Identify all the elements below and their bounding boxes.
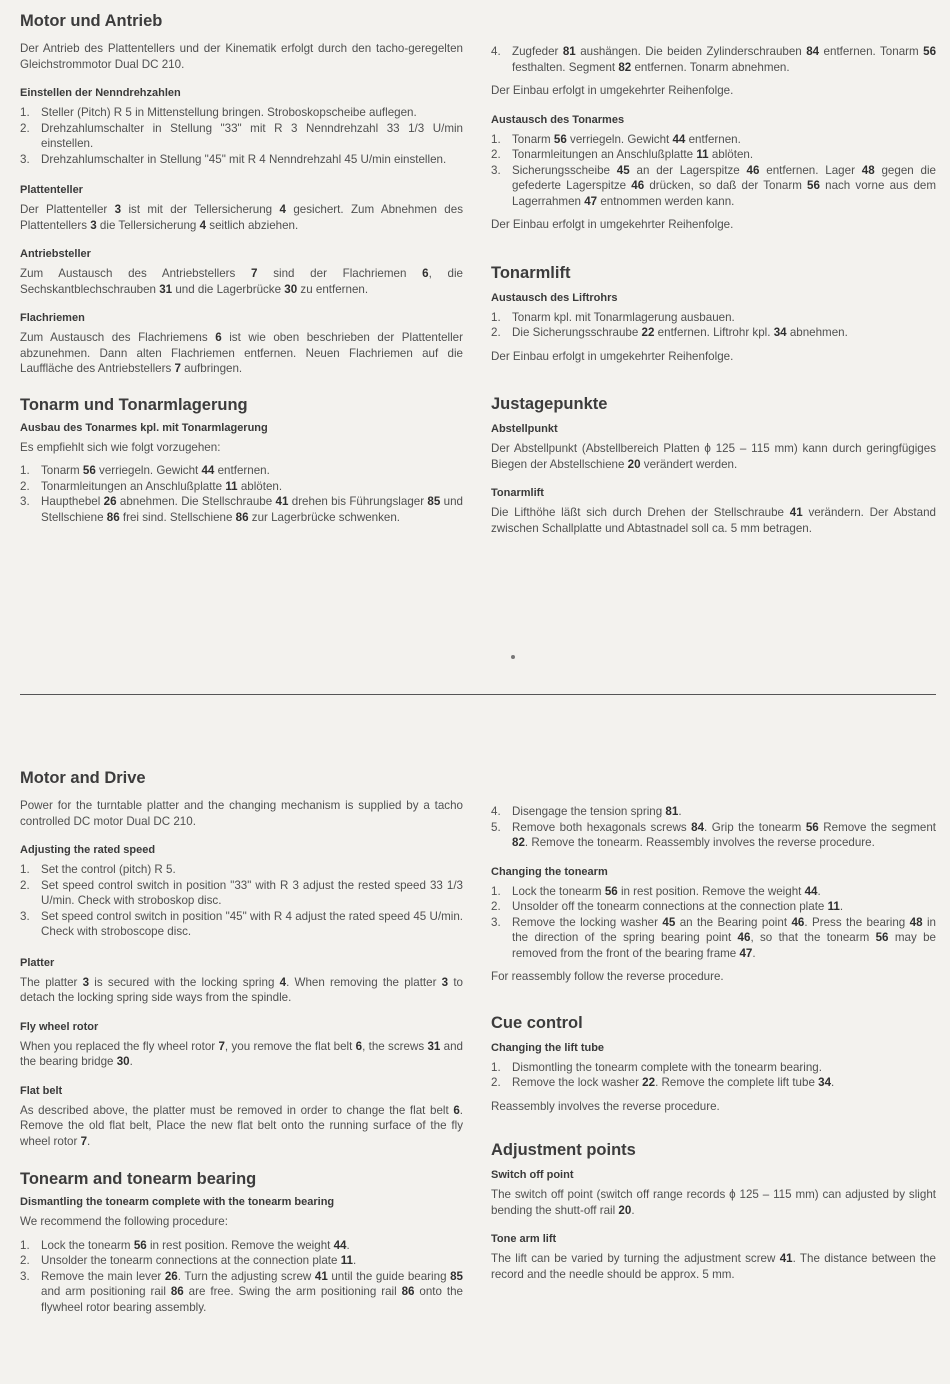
part-number: 11	[696, 148, 709, 161]
part-number: 7	[218, 1039, 225, 1053]
list-item-text: Remove both hexagonals screws 84. Grip the tonearm 56 Remove the segment 82. Remove the tonearm. Reassembly involves the reverse procedure.	[512, 820, 937, 849]
list-item-text: Haupthebel 26 abnehmen. Die Stellschraube 41 drehen bis Führungslager 85 und Stellschiene 86 frei sind. Stellschiene 86 zur Lagerbrücke schwenken.	[41, 495, 463, 524]
list-item-text: Tonarmleitungen an Anschlußplatte 11 ablöten.	[512, 148, 754, 161]
list-item-text: Lock the tonearm 56 in rest position. Remove the weight 44.	[41, 1238, 350, 1252]
de-lift-steps	[491, 310, 936, 341]
en-change-steps	[491, 884, 936, 962]
en-motor-title: Motor and Drive	[20, 769, 146, 787]
list-item-number: 2.	[20, 121, 30, 135]
list-item-number: 3.	[20, 909, 30, 923]
list-item	[491, 1075, 936, 1091]
list-item-text: Remove the main lever 26. Turn the adjusting screw 41 until the guide bearing 85 and arm positioning rail 86 are free. Swing the arm positioning rail 86 onto the flywheel rotor bearing assembly.	[41, 1269, 464, 1314]
list-item-text: Set speed control switch in position "33" with R 3 adjust the rested speed 33 1/3 U/min. Check with stroboskop disc.	[41, 878, 463, 907]
list-item-number: 1.	[20, 1238, 30, 1252]
de-tonearm-title: Tonarm und Tonarmlagerung	[20, 395, 248, 414]
part-number: 22	[642, 1076, 656, 1089]
de-adjust-lift-heading: Tonarmlift	[491, 487, 544, 499]
list-item-text: Tonarmleitungen an Anschlußplatte 11 ablöten.	[41, 479, 283, 493]
part-number: 3	[114, 203, 122, 216]
list-item	[20, 479, 463, 495]
part-number: 84	[806, 45, 820, 58]
part-number: 46	[631, 179, 645, 192]
en-belt-text: As described above, the platter must be removed in order to change the flat belt 6. Remove the old flat belt, Place the new flat belt onto the running surface of the fly wheel rotor 7.	[20, 1103, 463, 1148]
part-number: 86	[170, 1285, 184, 1298]
part-number: 30	[284, 282, 298, 296]
en-adjust-lift-text: The lift can be varied by turning the adjustment screw 41. The distance between the record and the needle should be approx. 5 mm.	[491, 1252, 936, 1281]
list-item-number: 2.	[20, 1254, 30, 1267]
list-item-number: 2.	[491, 1076, 501, 1089]
list-item	[491, 44, 936, 75]
print-speck	[511, 655, 515, 659]
part-number: 44	[333, 1238, 347, 1252]
part-number: 4	[279, 975, 287, 989]
part-number: 46	[791, 915, 805, 929]
list-item	[20, 1253, 463, 1269]
part-number: 3	[90, 218, 97, 232]
part-number: 45	[616, 163, 630, 177]
en-cue-heading: Changing the lift tube	[491, 1041, 605, 1054]
part-number: 26	[164, 1269, 178, 1283]
part-number: 34	[818, 1076, 832, 1089]
list-item	[20, 1238, 463, 1254]
part-number: 56	[133, 1238, 147, 1252]
part-number: 46	[746, 163, 760, 177]
part-number: 11	[827, 900, 840, 913]
part-number: 7	[174, 362, 181, 375]
de-speed-heading: Einstellen der Nenndrehzahlen	[20, 87, 181, 99]
part-number: 26	[103, 495, 117, 508]
en-change-heading: Changing the tonearm	[491, 865, 608, 878]
part-number: 86	[235, 510, 249, 524]
list-item	[491, 325, 936, 341]
de-platter-heading: Plattenteller	[20, 184, 83, 196]
de-tonearm-steps	[20, 463, 463, 525]
part-number: 56	[807, 179, 820, 192]
part-number: 31	[427, 1039, 441, 1053]
en-switch-heading: Switch off point	[491, 1169, 574, 1181]
de-lift-title: Tonarmlift	[491, 263, 571, 282]
part-number: 85	[450, 1269, 463, 1283]
part-number: 6	[215, 331, 222, 344]
en-rotor-heading: Fly wheel rotor	[20, 1020, 99, 1033]
part-number: 56	[604, 884, 618, 898]
list-item-number: 1.	[20, 863, 30, 876]
de-tonearm-reassembly: Der Einbau erfolgt in umgekehrter Reihenfolge.	[491, 84, 734, 97]
list-item-number: 2.	[20, 479, 30, 493]
de-drive-text: Zum Austausch des Antriebstellers 7 sind der Flachriemen 6, die Sechskantblechschrauben 31 und die Lagerbrücke 30 zu entfernen.	[20, 267, 463, 296]
part-number: 47	[739, 946, 753, 960]
en-cue-reassembly: Reassembly involves the reverse procedure.	[491, 1099, 720, 1113]
part-number: 56	[875, 931, 889, 944]
list-item-text: Zugfeder 81 aushängen. Die beiden Zylinderschrauben 84 entfernen. Tonarm 56 festhalten. Segment 82 entfernen. Tonarm abnehmen.	[512, 45, 937, 74]
list-item-number: 2.	[491, 900, 501, 913]
list-item-number: 2.	[491, 326, 501, 339]
list-item	[491, 884, 936, 900]
en-platter-text: The platter 3 is secured with the locking spring 4. When removing the platter 3 to detach the locking spring side ways from the spindle.	[20, 975, 463, 1004]
de-exchange-steps	[491, 132, 936, 210]
part-number: 84	[691, 820, 705, 834]
list-item-text: Lock the tonearm 56 in rest position. Remove the weight 44.	[512, 884, 821, 898]
en-belt-heading: Flat belt	[20, 1084, 63, 1097]
part-number: 4	[279, 203, 286, 216]
list-item-text: Die Sicherungsschraube 22 entfernen. Liftrohr kpl. 34 abnehmen.	[512, 326, 848, 339]
part-number: 11	[225, 479, 238, 493]
part-number: 48	[861, 163, 875, 177]
list-item-number: 1.	[491, 132, 501, 146]
list-item-number: 1.	[20, 464, 30, 477]
part-number: 44	[672, 132, 686, 146]
de-right-column	[491, 44, 936, 544]
en-tonearm-title: Tonearm and tonearm bearing	[20, 1170, 257, 1188]
list-item-text: Unsolder the tonearm connections at the connection plate 11.	[41, 1254, 357, 1267]
list-item	[20, 878, 463, 909]
list-item	[491, 147, 936, 163]
en-change-reassembly: For reassembly follow the reverse procedure.	[491, 970, 724, 983]
de-tonearm-subheading: Ausbau des Tonarmes kpl. mit Tonarmlagerung	[20, 421, 268, 434]
de-switch-text: Der Abstellpunkt (Abstellbereich Platten ϕ 125 – 115 mm) kann durch geringfügiges Biegen der Abstellschiene 20 verändert werden.	[491, 442, 936, 471]
list-item-number: 1.	[491, 1060, 501, 1074]
de-adjust-lift-text: Die Lifthöhe läßt sich durch Drehen der Stellschraube 41 verändern. Der Abstand zwischen Schallplatte und Abtastnadel soll ca. 5 mm betragen.	[491, 506, 936, 535]
list-item	[20, 152, 463, 168]
list-item	[491, 804, 936, 820]
en-right-column	[491, 804, 936, 1290]
section-divider	[20, 694, 936, 695]
part-number: 20	[627, 457, 641, 471]
part-number: 82	[618, 60, 632, 74]
de-exchange-heading: Austausch des Tonarmes	[491, 113, 625, 126]
de-belt-heading: Flachriemen	[20, 312, 85, 324]
list-item	[491, 899, 936, 915]
list-item	[20, 463, 463, 479]
de-motor-intro: Der Antrieb des Plattentellers und der Kinematik erfolgt durch den tacho-geregelten Gleichstrommotor Dual DC 210.	[20, 42, 463, 71]
list-item	[20, 862, 463, 878]
list-item-number: 3.	[20, 495, 30, 508]
en-platter-heading: Platter	[20, 956, 55, 969]
de-adjust-title: Justagepunkte	[491, 395, 608, 413]
list-item-number: 1.	[491, 884, 501, 898]
de-platter-text: Der Plattenteller 3 ist mit der Tellersicherung 4 gesichert. Zum Abnehmen des Plattentellers 3 die Tellersicherung 4 seitlich abziehen.	[20, 203, 463, 232]
list-item-number: 1.	[20, 106, 30, 119]
part-number: 20	[618, 1203, 632, 1217]
list-item-number: 4.	[491, 805, 501, 818]
list-item-text: Set the control (pitch) R 5.	[41, 863, 176, 876]
part-number: 48	[909, 915, 923, 929]
part-number: 45	[662, 915, 676, 929]
list-item	[20, 1269, 463, 1316]
list-item-text: Tonarm kpl. mit Tonarmlagerung ausbauen.	[512, 310, 735, 324]
list-item-number: 5.	[491, 820, 501, 834]
list-item-text: Tonarm 56 verriegeln. Gewicht 44 entfernen.	[41, 464, 270, 477]
de-switch-heading: Abstellpunkt	[491, 423, 558, 435]
en-tonearm-intro: We recommend the following procedure:	[20, 1215, 228, 1228]
de-lift-reassembly: Der Einbau erfolgt in umgekehrter Reihenfolge.	[491, 349, 734, 363]
en-switch-text: The switch off point (switch off range records ϕ 125 – 115 mm) can adjusted by slight bending the shutt-off rail 20.	[491, 1188, 936, 1217]
list-item	[20, 121, 463, 152]
en-speed-heading: Adjusting the rated speed	[20, 844, 156, 856]
part-number: 56	[805, 820, 819, 834]
part-number: 6	[453, 1103, 460, 1117]
en-speed-steps	[20, 862, 463, 940]
list-item-text: Drehzahlumschalter in Stellung "45" mit R 4 Nenndrehzahl 45 U/min einstellen.	[41, 152, 447, 166]
en-cue-title: Cue control	[491, 1013, 583, 1032]
de-drive-heading: Antriebsteller	[20, 248, 91, 260]
list-item	[491, 310, 936, 326]
en-adjust-lift-heading: Tone arm lift	[491, 1233, 557, 1245]
de-motor-title: Motor und Antrieb	[20, 12, 163, 30]
part-number: 30	[116, 1055, 130, 1068]
en-tonearm-steps-cont	[491, 804, 936, 851]
part-number: 31	[159, 282, 173, 296]
en-left-column	[20, 768, 463, 1323]
en-tonearm-subheading: Dismantling the tonearm complete with the tonearm bearing	[20, 1196, 335, 1208]
part-number: 81	[665, 805, 679, 818]
en-rotor-text: When you replaced the fly wheel rotor 7, you remove the flat belt 6, the screws 31 and the bearing bridge 30.	[20, 1039, 463, 1068]
part-number: 47	[584, 194, 598, 208]
part-number: 6	[355, 1039, 363, 1053]
part-number: 44	[201, 464, 215, 477]
part-number: 46	[737, 931, 751, 944]
part-number: 7	[251, 267, 258, 280]
list-item	[20, 105, 463, 121]
list-item	[491, 915, 936, 962]
list-item-text: Remove the locking washer 45 an the Bearing point 46. Press the bearing 48 in the direction of the spring bearing point 46, so that the tonearm 56 may be removed from the front of the bearing frame 47.	[512, 915, 936, 960]
en-motor-intro: Power for the turntable platter and the changing mechanism is supplied by a tacho controlled DC motor Dual DC 210.	[20, 799, 463, 828]
list-item-text: Unsolder off the tonearm connections at the connection plate 11.	[512, 900, 844, 913]
part-number: 3	[82, 975, 90, 989]
list-item-number: 2.	[20, 878, 30, 892]
part-number: 41	[789, 506, 803, 519]
list-item	[491, 132, 936, 148]
list-item	[20, 494, 463, 525]
part-number: 4	[199, 218, 207, 232]
part-number: 81	[562, 45, 576, 58]
list-item-text: Disengage the tension spring 81.	[512, 805, 682, 818]
de-belt-text: Zum Austausch des Flachriemens 6 ist wie oben beschrieben der Plattenteller abzunehmen. Dann alten Flachriemen entfernen. Neuen Flachriemen auf die Lauffläche des Antriebstellers 7 aufbringen.	[20, 331, 463, 375]
part-number: 82	[512, 836, 525, 849]
part-number: 41	[275, 495, 289, 508]
part-number: 56	[82, 464, 96, 477]
list-item-text: Steller (Pitch) R 5 in Mittenstellung bringen. Stroboskopscheibe auflegen.	[41, 106, 417, 119]
part-number: 41	[314, 1269, 328, 1283]
part-number: 11	[340, 1254, 353, 1267]
list-item-text: Drehzahlumschalter in Stellung "33" mit R 3 Nenndrehzahl 33 1/3 U/min einstellen.	[41, 121, 463, 150]
de-speed-steps	[20, 105, 463, 167]
list-item-number: 1.	[491, 310, 501, 324]
part-number: 3	[441, 975, 449, 989]
part-number: 86	[401, 1285, 415, 1298]
de-exchange-reassembly: Der Einbau erfolgt in umgekehrter Reihenfolge.	[491, 218, 734, 231]
list-item	[491, 163, 936, 210]
list-item	[491, 1060, 936, 1076]
part-number: 41	[779, 1252, 793, 1265]
list-item-number: 4.	[491, 45, 501, 58]
part-number: 7	[80, 1134, 88, 1148]
list-item-text: Set speed control switch in position "45" with R 4 adjust the rated speed 45 U/min. Check with stroboscope disc.	[41, 909, 463, 938]
part-number: 22	[641, 326, 655, 339]
list-item-text: Remove the lock washer 22. Remove the complete lift tube 34.	[512, 1076, 835, 1089]
part-number: 86	[106, 510, 120, 524]
list-item-number: 3.	[491, 163, 501, 177]
list-item-text: Dismontling the tonearm complete with the tonearm bearing.	[512, 1060, 822, 1074]
list-item-number: 3.	[491, 915, 501, 929]
part-number: 6	[422, 267, 429, 280]
en-tonearm-steps	[20, 1238, 463, 1316]
part-number: 34	[773, 326, 787, 339]
list-item-number: 3.	[20, 1269, 30, 1283]
de-tonearm-intro: Es empfiehlt sich wie folgt vorzugehen:	[20, 440, 221, 454]
list-item-text: Tonarm 56 verriegeln. Gewicht 44 entfernen.	[512, 132, 741, 146]
list-item	[491, 820, 936, 851]
list-item	[20, 909, 463, 940]
part-number: 85	[427, 495, 441, 508]
list-item-number: 3.	[20, 152, 30, 166]
en-cue-steps	[491, 1060, 936, 1091]
part-number: 56	[553, 132, 567, 146]
list-item-text: Sicherungsscheibe 45 an der Lagerspitze 46 entfernen. Lager 48 gegen die gefederte Lagerspitze 46 drücken, so daß der Tonarm 56 nach vorne aus dem Lagerrahmen 47 entnommen werden kann.	[512, 163, 937, 208]
de-tonearm-steps-cont	[491, 44, 936, 75]
en-adjust-title: Adjustment points	[491, 1141, 636, 1159]
de-lift-heading: Austausch des Liftrohrs	[491, 291, 618, 304]
part-number: 56	[923, 45, 937, 58]
de-left-column	[20, 11, 463, 533]
part-number: 44	[804, 884, 818, 898]
list-item-number: 2.	[491, 148, 501, 161]
